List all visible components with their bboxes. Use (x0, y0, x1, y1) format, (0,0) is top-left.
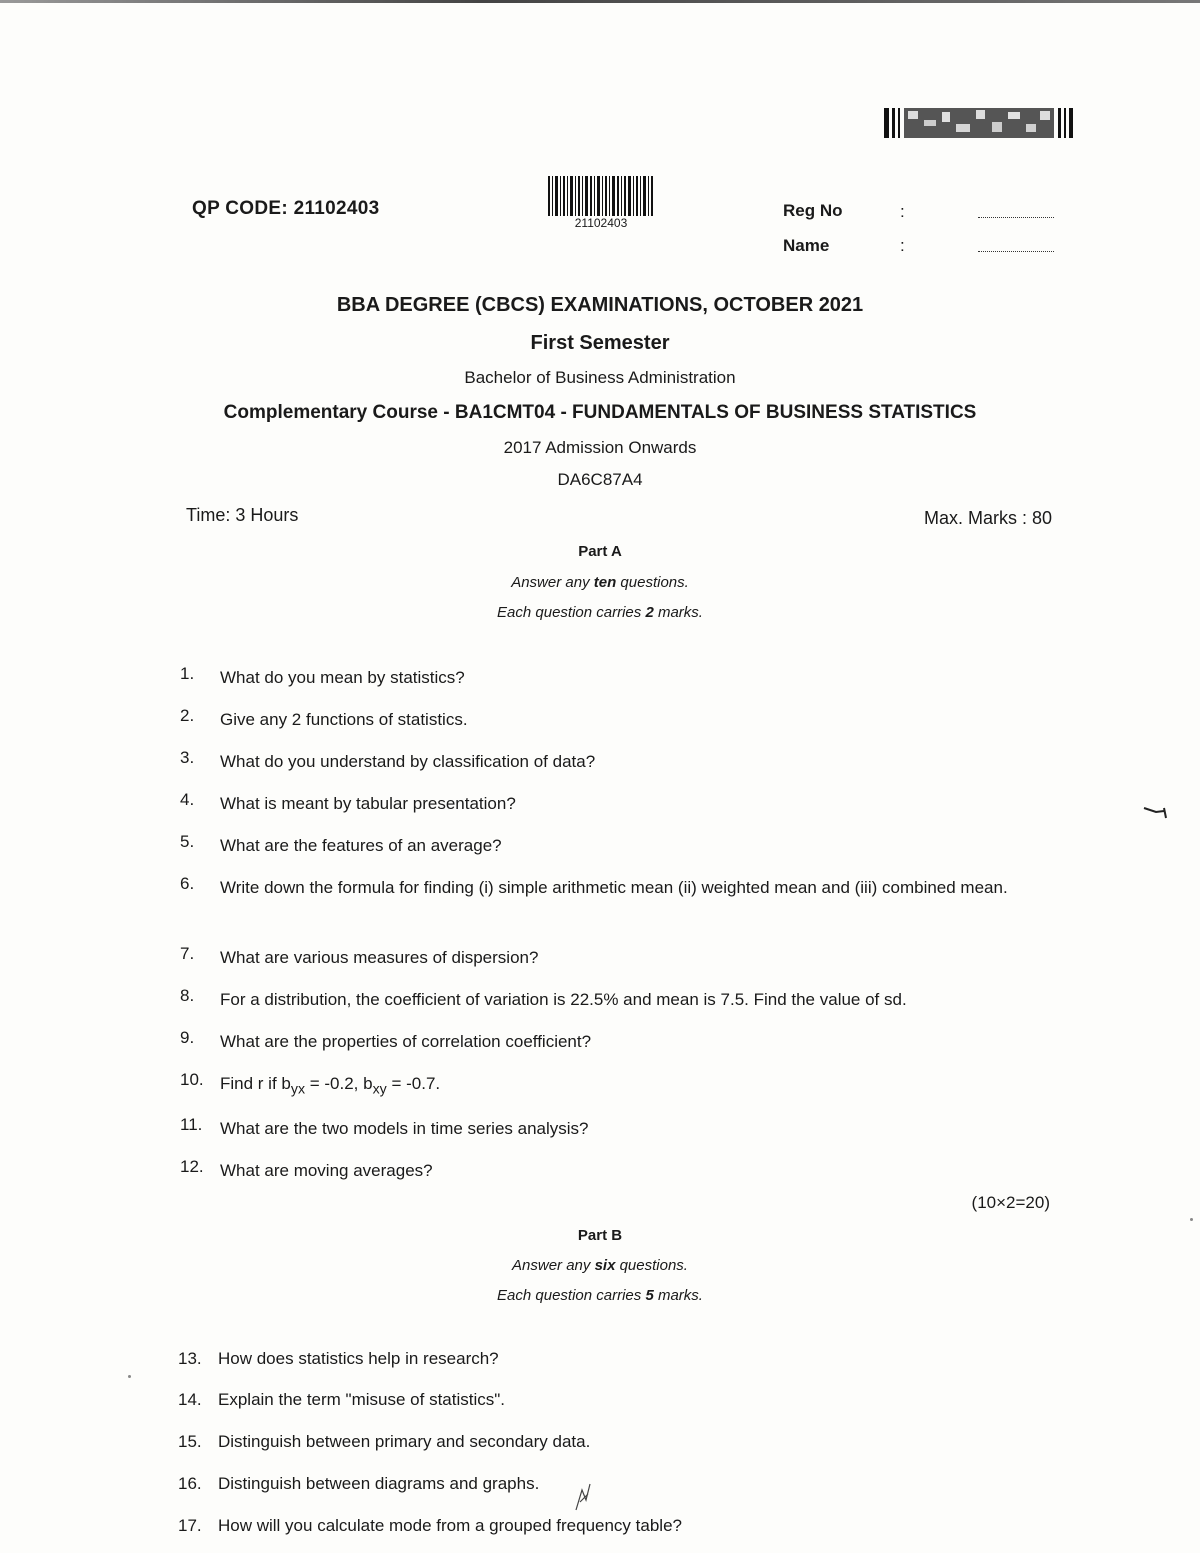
question-5: 5. What are the features of an average? (180, 832, 502, 855)
reg-no-field[interactable] (978, 216, 1054, 218)
semester-title: First Semester (530, 332, 670, 354)
qp-barcode-image (546, 176, 656, 216)
question-3: 3. What do you understand by classification of data? (180, 748, 596, 771)
name-label: Name (783, 236, 830, 255)
scan-speck (128, 1375, 131, 1378)
question-1: 1. What do you mean by statistics? (180, 664, 465, 687)
question-11: 11. What are the two models in time series analysis? (180, 1115, 589, 1138)
question-14: 14. Explain the term "misuse of statistics". (178, 1390, 505, 1409)
scan-speck (1190, 1218, 1193, 1221)
name-colon: : (900, 236, 905, 255)
page-top-edge (0, 0, 1200, 3)
question-16: 16. Distinguish between diagrams and graphs. (178, 1474, 540, 1493)
question-15: 15. Distinguish between primary and secondary data. (178, 1432, 591, 1451)
question-2: 2. Give any 2 functions of statistics. (180, 706, 468, 729)
question-10-formula: Find r if $b_{yx} = -0.2$, $b_{xy} = -0.7$. (220, 1074, 441, 1098)
pen-mark (1142, 802, 1172, 822)
max-marks: Max. Marks : 80 (923, 508, 1052, 528)
part-b-instruction-2: Each question carries 5 marks. (497, 1287, 703, 1304)
question-17: 17. How will you calculate mode from a grouped frequency table? (178, 1516, 682, 1535)
course-title: Complementary Course - BA1CMT04 - FUNDAMENTALS OF BUSINESS STATISTICS (223, 402, 977, 423)
name-field[interactable] (978, 250, 1054, 252)
exam-title: BBA DEGREE (CBCS) EXAMINATIONS, OCTOBER 2021 (336, 294, 864, 316)
paper-code: DA6C87A4 (557, 470, 643, 489)
qp-code: QP CODE: 21102403 (192, 198, 380, 219)
part-a-instruction-2: Each question carries 2 marks. (497, 604, 703, 621)
top-barcode-image (884, 106, 1076, 140)
part-a-scoring: (10×2=20) (971, 1193, 1050, 1212)
question-7: 7. What are various measures of dispersion? (180, 944, 539, 967)
barcode-number: 21102403 (574, 216, 628, 230)
reg-no-colon: : (900, 202, 905, 221)
question-12: 12. What are moving averages? (180, 1157, 433, 1180)
question-6: 6. Write down the formula for finding (i) simple arithmetic mean (ii) weighted mean and (iii) combined mean. (180, 874, 1008, 897)
exam-time: Time: 3 Hours (186, 505, 299, 525)
pen-scribble (572, 1482, 596, 1512)
programme-name: Bachelor of Business Administration (464, 368, 736, 387)
part-b-instruction-1: Answer any six questions. (512, 1257, 688, 1274)
reg-no-label: Reg No (783, 201, 843, 220)
question-10: 10. Find r if $b_{yx} = -0.2$, $b_{xy} = -0.7$. (180, 1070, 1020, 1103)
part-a-instruction-1: Answer any ten questions. (511, 574, 689, 591)
question-8: 8. For a distribution, the coefficient of variation is 22.5% and mean is 7.5. Find the value of sd. (180, 986, 907, 1009)
question-13: 13. How does statistics help in research? (178, 1349, 499, 1368)
admission-text: 2017 Admission Onwards (503, 438, 697, 457)
question-4: 4. What is meant by tabular presentation? (180, 790, 516, 813)
part-a-title: Part A (578, 543, 622, 560)
question-9: 9. What are the properties of correlation coefficient? (180, 1028, 592, 1051)
part-b-title: Part B (577, 1227, 623, 1244)
